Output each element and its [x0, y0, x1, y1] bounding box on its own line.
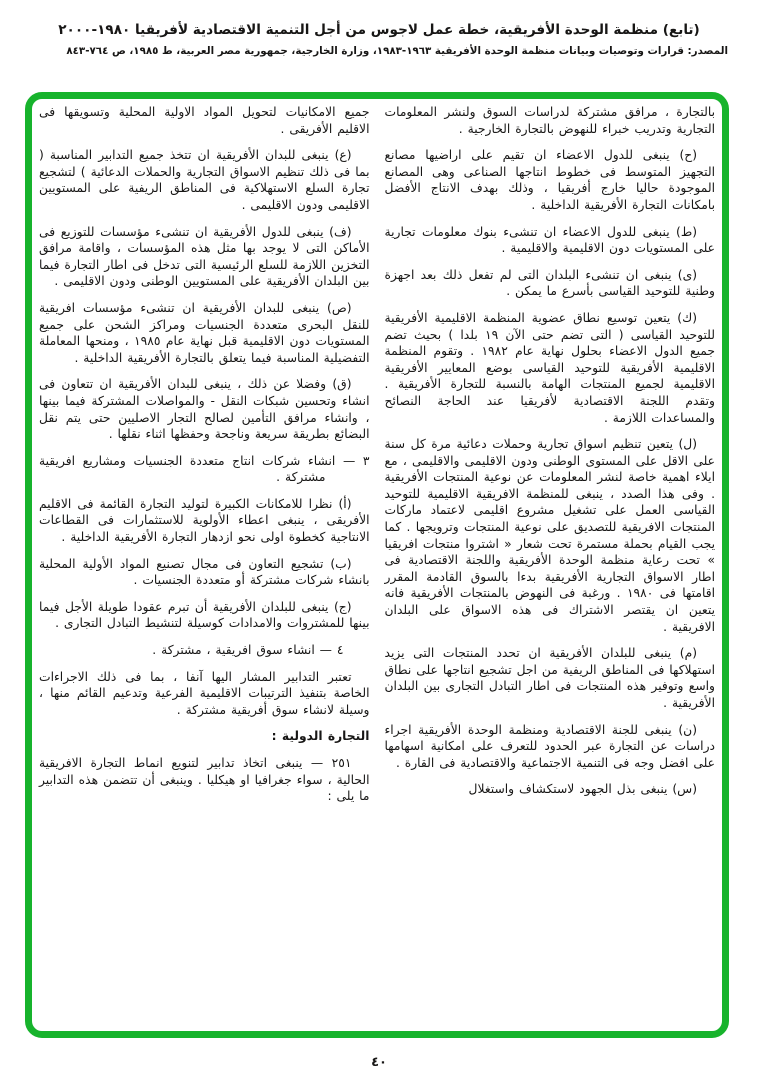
- two-column-text-area: [39, 104, 715, 1027]
- clause-ba: (ب) تشجيع التعاون فى مجال تصنيع المواد الأولية المحلية بانشاء شركات مشتركة أو متعددة الجنسيات .: [39, 556, 370, 588]
- clause-fa: (ف) ينبغى للدول الأفريقية ان تنشىء مؤسسات للتوزيع فى الأماكن التى لا يوجد بها مثل هذه المؤسسات ، واقامة مرافق التخزين اللازمة للسلع الرئيسية التى تدخل فى اطار التجارة فيما بين البلدان الأفريقية على المستويين الوطنى ودون الاقليمى .: [39, 224, 370, 289]
- clause-sin: (س) ينبغى بذل الجهود لاستكشاف واستغلال: [468, 782, 697, 797]
- clause-qaf: (ق) وفضلا عن ذلك ، ينبغى للبدان الأفريقية ان تتعاون فى انشاء وتحسين شبكات النقل - والمواصلات المشتركة فيما بينها ، وانشاء مرافق التأمين لصالح التجار الاصليين حتى يتم نقل البضائع بطريقة سريعة وناجحة وحفظها اثناء نقلها .: [39, 377, 370, 442]
- column-right: [385, 104, 716, 1027]
- paragraph-251: ٢٥١ — ينبغى اتخاذ تدابير لتنويع انماط التجارة الافريقية الحالية ، سواء جغرافيا او هيكليا . وينبغى أن تتضمن هذه التدابير ما يلى :: [39, 756, 370, 804]
- clause-alif: (أ) نظرا للامكانات الكبيرة لتوليد التجارة القائمة فى الاقليم الأفريقى ، ينبغى اعطاء الأولوية للاستثمارات فى القطاعات الانتاجية كخطوة اولى نحو ازدهار التجارة الأفريقية الداخلية .: [39, 496, 370, 545]
- clause-lam: (ل) يتعين تنظيم اسواق تجارية وحملات دعائية مرة كل سنة على الاقل على المستوى الوطنى ودون الاقليمى والاقليمى ، مع ايلاء اهمية خاصة لنشر المعلومات عن نوعية المنتجات الأفريقية . وفى هذا الصدد ، ينبغى للمنظمة الافريقية الاقليمية للتوحيد القياسى العمل على تشغيل مشروع اقليمى لاعتماد ماركات المنتجات الافريقية للتصديق على نوعية المنتجات وترويجها . كما يجب القيام بحملة مستمرة تحت شعار « اشتروا منتجات افريقيا » تحت رعاية منظمة الوحدة الأفريقية واللجنة الاقتصادية فى اطار الاسواق التجارية الأفريقية بدءا بالسوق القادمة المقرر اقامتها فى ١٩٨٠ . ورغبة فى النهوض بالمنتجات الأفريقية فانه يتعين ان يقتصر الاشتراك فى هذه الاسواق على البلدان الافريقية .: [384, 437, 715, 634]
- section-heading-international-trade: التجارة الدولية :: [271, 729, 370, 744]
- clause-kaf: (ك) يتعين توسيع نطاق عضوية المنظمة الاقليمية الأفريقية للتوحيد القياسى ( التى تضم حتى الآن ١٩ بلدا ) بحيث تضم جميع الدول الاعضاء بحلول نهاية عام ١٩٨٢ . وتقوم المنظمة الاقليمية الأفريقية للتوحيد القياسى بوضع المعايير الأفريقية الاقليمية لجميع المنتجات الهامة بالنسبة للتجارة الأفريقية . وتقدم اللجنة الاقتصادية لأفريقيا عند الحاجة النصائح والمساعدات اللازمة .: [384, 310, 715, 425]
- clause-jim: (ج) ينبغى للبلدان الأفريقية أن تبرم عقودا طويلة الأجل فيما بينها للمشتروات والامدادات كوسيلة لتنشيط التبادل التجارى .: [39, 599, 370, 631]
- clause-nun: (ن) ينبغى للجنة الاقتصادية ومنظمة الوحدة الأفريقية اجراء دراسات عن التجارة عبر الحدود للتعرف على امكانية اسهامها على افضل وجه فى التنمية الاجتماعية والاقتصادية فى القارة .: [384, 722, 715, 770]
- document-title: (تابع) منظمة الوحدة الأفريقية، خطة عمل لاجوس من أجل التنمية الاقتصادية لأفريقيا ١٩٨٠-٢٠٠٠: [58, 22, 700, 38]
- page-header: [30, 22, 728, 57]
- document-source-line: المصدر: قرارات وتوصيات وبيانات منظمة الوحدة الأفريقية ١٩٦٣-١٩٨٣، وزارة الخارجية، جمهورية مصر العربية، ط ١٩٨٥، ص ٧٦٤-٨٤٣: [66, 45, 728, 57]
- paragraph-continuation: بالتجارة ، مرافق مشتركة لدراسات السوق ولنشر المعلومات التجارية وتدريب خبراء للنهوض بالتجارة الخارجية .: [384, 105, 715, 136]
- green-content-frame: [25, 92, 729, 1038]
- clause-mim: (م) ينبغى للبلدان الأفريقية ان تحدد المنتجات التى يزيد استهلاكها فى المناطق الريفية من اجل تشجيع انتاجها على نطاق واسع وتوفير هذه المنتجات فى اطار التبادل التجارى بين البلدان الأفريقية .: [384, 646, 715, 710]
- page-number: ٤٠: [371, 1055, 387, 1070]
- clause-sad: (ص) ينبغى للبدان الأفريقية ان تنشىء مؤسسات افريقية للنقل البحرى متعددة الجنسيات ومراكز الشحن على جميع المستويات دون الاقليمية قبل نهاية عام ١٩٨٥ ، ومنحها المعاملة التفضيلية المناسبة فيما يتعلق بالتجارة الأفريقية الداخلية .: [39, 300, 370, 365]
- column-left: [39, 104, 370, 1027]
- list-item-3: ٣ — انشاء شركات انتاج متعددة الجنسيات ومشاريع افريقية مشتركة .: [39, 453, 370, 485]
- clause-ya: (ى) ينبغى ان تنشىء البلدان التى لم تفعل ذلك بعد اجهزة وطنية للتوحيد القياسى بأسرع ما يمكن .: [384, 267, 715, 299]
- paragraph-continuation: جميع الامكانيات لتحويل المواد الاولية المحلية وتسويقها فى الاقليم الأفريقى .: [39, 105, 370, 136]
- clause-tah: (ط) ينبغى للدول الاعضاء ان تنشىء بنوك معلومات تجارية على المستويات دون الاقليمية والاقليمية .: [384, 224, 715, 256]
- paragraph-measures-summary: تعتبر التدابير المشار اليها آنفا ، بما فى ذلك الاجراءات الخاصة بتنفيذ الترتيبات الاقليمية الفرعية وتدعيم القائم منها ، وسيلة لانشاء سوق أفريقية مشتركة .: [39, 669, 370, 717]
- clause-ain: (ع) ينبغى للبدان الأفريقية ان تتخذ جميع التدابير المناسبة ( بما فى ذلك تنظيم الاسواق التجارية والحملات الدعائية ) لتشجيع تجارة السلع الاستهلاكية فى المناطق الريفية على المستويين الاقليمى ودون الاقليمى .: [39, 148, 370, 212]
- clause-hah: (ح) ينبغى للدول الاعضاء ان تقيم على اراضيها مصانع التجهيز المتوسط فى خطوط انتاجها الصناعى وهى المصانع الموجودة حاليا خارج أفريقيا ، وذلك بهدف الانتاج الأفضل بامكانات التجارة الأفريقية الداخلية .: [384, 148, 715, 212]
- list-item-4: ٤ — انشاء سوق افريقية ، مشتركة .: [152, 643, 344, 658]
